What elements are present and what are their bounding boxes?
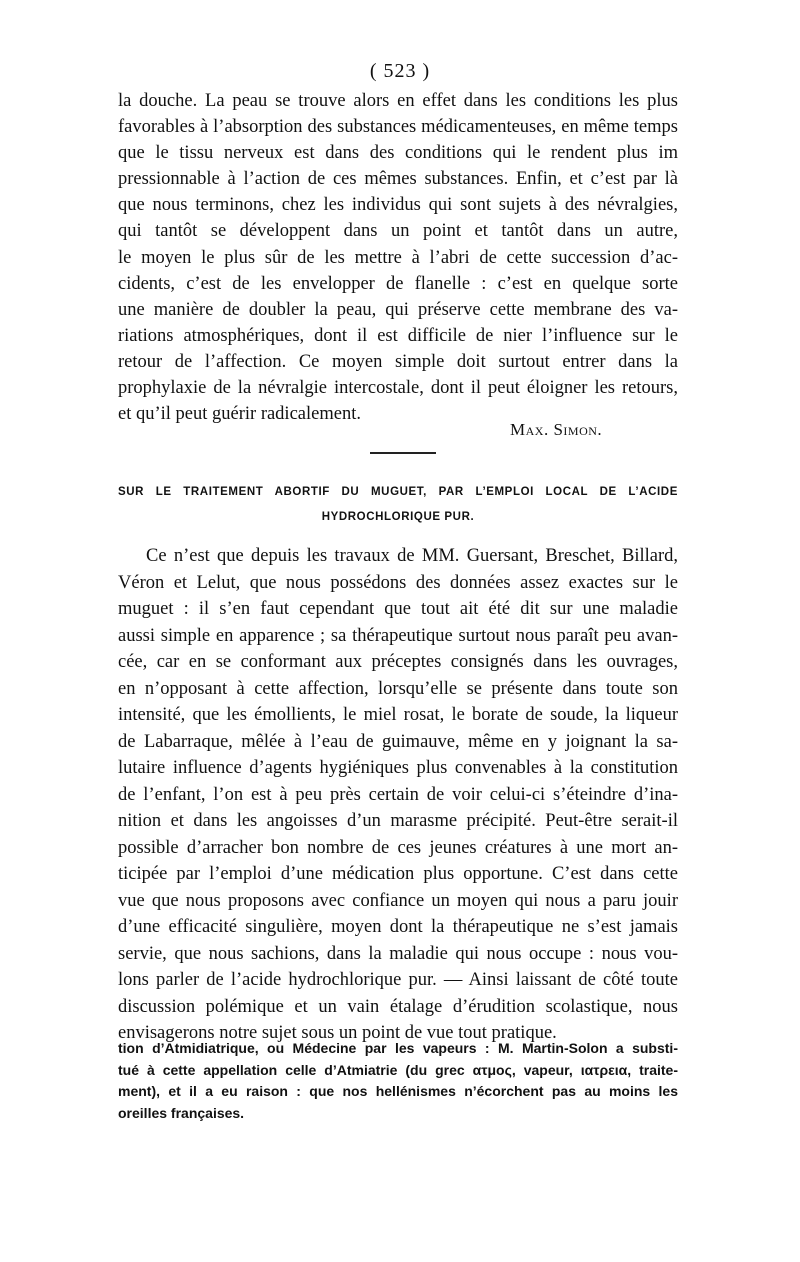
text-line: prophylaxie de la névralgie intercostale, dont il peut éloigner les retours,: [118, 378, 678, 399]
text-line: Véron et Lelut, que nous possédons des données assez exactes sur le: [118, 572, 678, 593]
heading-line: SUR LE TRAITEMENT ABORTIF DU MUGUET, PAR L’EMPLOI LOCAL DE L’ACIDE: [118, 486, 678, 498]
text-line: lons parler de l’acide hydrochlorique pur. — Ainsi laissant de côté toute: [118, 970, 678, 990]
text-line: d’une efficacité singulière, moyen dont la thérapeutique ne s’est jamais: [118, 917, 678, 937]
text-line: de Labarraque, mêlée à l’eau de guimauve, même en y joignant la sa-: [118, 731, 678, 752]
text-line: cée, car en se conformant aux préceptes consignés dans les ouvrages,: [118, 652, 678, 672]
text-line: lutaire influence d’agents hygiéniques plus convenables à la constitution: [118, 758, 678, 778]
text-line: la douche. La peau se trouve alors en effet dans les conditions les plus: [118, 91, 678, 111]
text-line: intensité, que les émollients, le miel rosat, le borate de soude, la liqueur: [118, 705, 678, 725]
text-line: qui tantôt se développent dans un point et tantôt dans un autre,: [118, 221, 678, 242]
text-line: Ce n’est que depuis les travaux de MM. Guersant, Breschet, Billard,: [146, 546, 678, 566]
heading-line: HYDROCHLORIQUE PUR.: [321, 511, 475, 523]
text-line: favorables à l’absorption des substances médicamenteuses, en même temps: [118, 117, 678, 138]
text-line: retour de l’affection. Ce moyen simple doit surtout entrer dans la: [118, 351, 678, 372]
section-heading: [118, 480, 678, 530]
text-line: et qu’il peut guérir radicalement.: [118, 404, 361, 425]
text-line: possible d’arracher bon nombre de ces jeunes créatures à une mort an-: [118, 837, 678, 858]
paragraph-neuralgia-conclusion: [118, 88, 678, 427]
footnote-line: tué à cette appellation celle d’Atmiatrie (du grec ατμος, vapeur, ιατρεια, traite-: [118, 1061, 678, 1078]
text-line: muguet : il s’en faut cependant que tout ait été dit sur une maladie: [118, 599, 678, 619]
footnote-line: oreilles françaises.: [118, 1104, 245, 1121]
text-line: riations atmosphériques, dont il est difficile de nier l’influence sur le: [118, 325, 678, 346]
text-line: cidents, c’est de les envelopper de flanelle : c’est en quelque sorte: [118, 273, 678, 294]
text-line: servie, que nous sachions, dans la maladie qui nous occupe : nous vou-: [118, 943, 678, 964]
text-line: ticipée par l’emploi d’une médication plus opportune. C’est dans cette: [118, 864, 678, 884]
page-number: ( 523 ): [369, 60, 431, 82]
footnote-line: ment), et il a eu raison : que nos hellénismes n’écorchent pas au moins les: [118, 1083, 678, 1099]
text-line: une manière de doubler la peau, qui préserve cette membrane des va-: [118, 299, 678, 320]
text-line: nition et dans les angoisses d’un marasme précipité. Peut-être serait-il: [118, 811, 678, 831]
section-divider: [370, 452, 436, 454]
text-line: envisagerons notre sujet sous un point de vue tout pratique.: [118, 1023, 557, 1043]
author-signature: Max. Simon.: [510, 420, 603, 439]
footnote: [118, 1038, 678, 1124]
text-line: de l’enfant, l’on est à peu près certain de voir celui-ci s’éteindre d’ina-: [118, 784, 678, 805]
text-line: que nous terminons, chez les individus qui sont sujets à des névralgies,: [118, 195, 678, 216]
text-line: discussion polémique et un vain étalage d’érudition scolastique, nous: [118, 996, 678, 1017]
text-line: en n’opposant à cette affection, lorsqu’elle se présente dans toute son: [118, 678, 678, 699]
text-line: aussi simple en apparence ; sa thérapeutique surtout nous paraît peu avan-: [118, 625, 678, 646]
footnote-line: tion d’Atmidiatrique, ou Médecine par les vapeurs : M. Martin-Solon a substi-: [118, 1040, 678, 1056]
text-line: que le tissu nerveux est dans des conditions qui le rendent plus im: [118, 143, 678, 164]
text-line: pressionnable à l’action de ces mêmes substances. Enfin, et c’est par là: [118, 169, 678, 190]
text-line: le moyen le plus sûr de les mettre à l’abri de cette succession d’ac-: [118, 247, 678, 268]
text-line: vue que nous proposons avec confiance un moyen qui nous a paru jouir: [118, 890, 678, 911]
paragraph-muguet-treatment: [118, 543, 678, 1047]
